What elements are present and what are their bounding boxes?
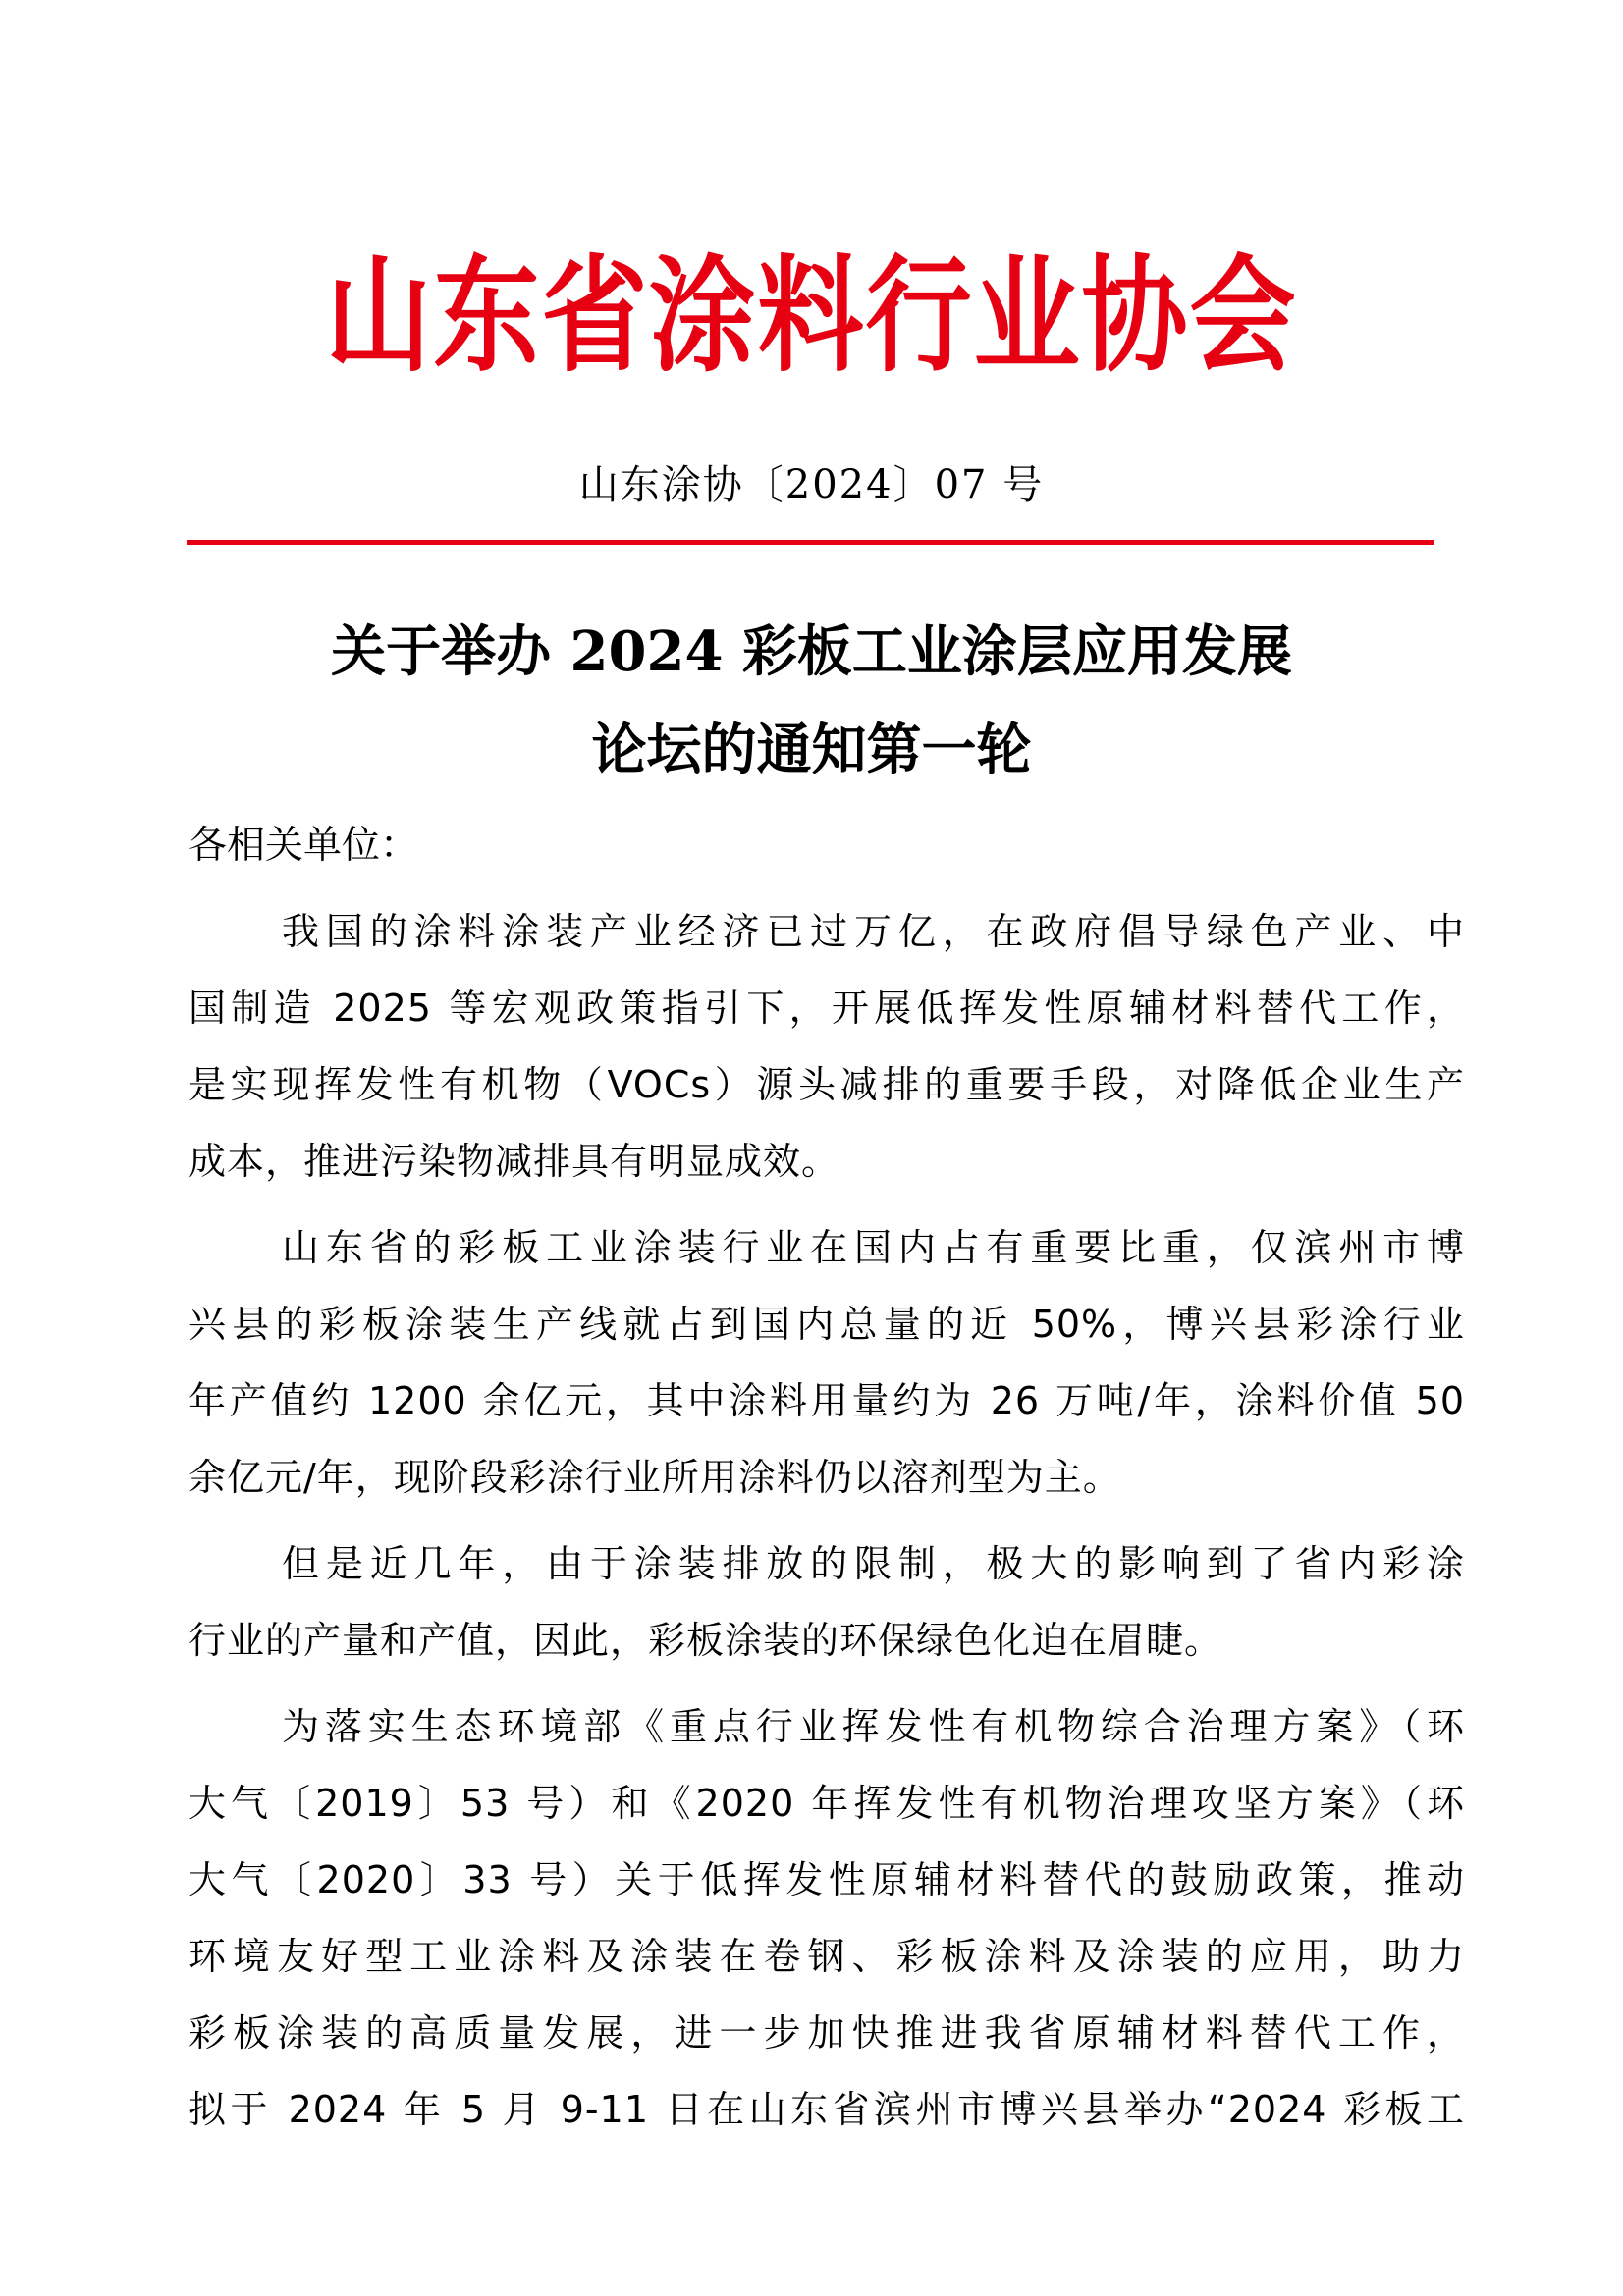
letterhead-title: 山东省涂料行业协会 [325, 242, 1298, 390]
body-text [189, 893, 1465, 2158]
paragraph [189, 1525, 1465, 1679]
text-line: 但是近几年，由于涂装排放的限制，极大的影响到了省内彩涂 [282, 1542, 1465, 1585]
text-line: 兴县的彩板涂装生产线就占到国内总量的近 50%，博兴县彩涂行业 [189, 1303, 1465, 1346]
text-line: 国制造 2025 等宏观政策指引下，开展低挥发性原辅材料替代工作， [189, 987, 1465, 1030]
red-divider-line [187, 540, 1434, 545]
text-line: 是实现挥发性有机物（VOCs）源头减排的重要手段，对降低企业生产 [189, 1063, 1465, 1106]
notice-title-line-1: 关于举办 2024 彩板工业涂层应用发展 [331, 619, 1292, 684]
paragraph [189, 1209, 1465, 1516]
text-line: 我国的涂料涂装产业经济已过万亿，在政府倡导绿色产业、中 [282, 910, 1465, 953]
text-line: 成本，推进污染物减排具有明显成效。 [189, 1140, 840, 1183]
text-line: 环境友好型工业涂料及涂装在卷钢、彩板涂料及涂装的应用，助力 [189, 1935, 1465, 1978]
text-line: 年产值约 1200 余亿元，其中涂料用量约为 26 万吨/年，涂料价值 50 [189, 1379, 1465, 1422]
salutation: 各相关单位： [189, 824, 419, 868]
text-line: 拟于 2024 年 5 月 9-11 日在山东省滨州市博兴县举办“2024 彩板工 [189, 2088, 1465, 2131]
text-line: 大气〔2019〕53 号）和《2020 年挥发性有机物治理攻坚方案》（环 [189, 1782, 1465, 1825]
notice-title [0, 603, 1623, 799]
paragraph [189, 893, 1465, 1200]
text-line: 彩板涂装的高质量发展，进一步加快推进我省原辅材料替代工作， [189, 2011, 1465, 2055]
text-line: 行业的产量和产值，因此，彩板涂装的环保绿色化迫在眉睫。 [189, 1619, 1223, 1662]
document-number: 山东涂协〔2024〕07 号 [578, 462, 1045, 507]
notice-title-line-2: 论坛的通知第一轮 [591, 718, 1032, 782]
text-line: 余亿元/年，现阶段彩涂行业所用涂料仍以溶剂型为主。 [189, 1456, 1121, 1499]
text-line: 为落实生态环境部《重点行业挥发性有机物综合治理方案》（环 [282, 1705, 1465, 1748]
text-line: 大气〔2020〕33 号）关于低挥发性原辅材料替代的鼓励政策，推动 [189, 1858, 1465, 1901]
paragraph [189, 1688, 1465, 2148]
text-line: 山东省的彩板工业涂装行业在国内占有重要比重，仅滨州市博 [282, 1226, 1465, 1269]
